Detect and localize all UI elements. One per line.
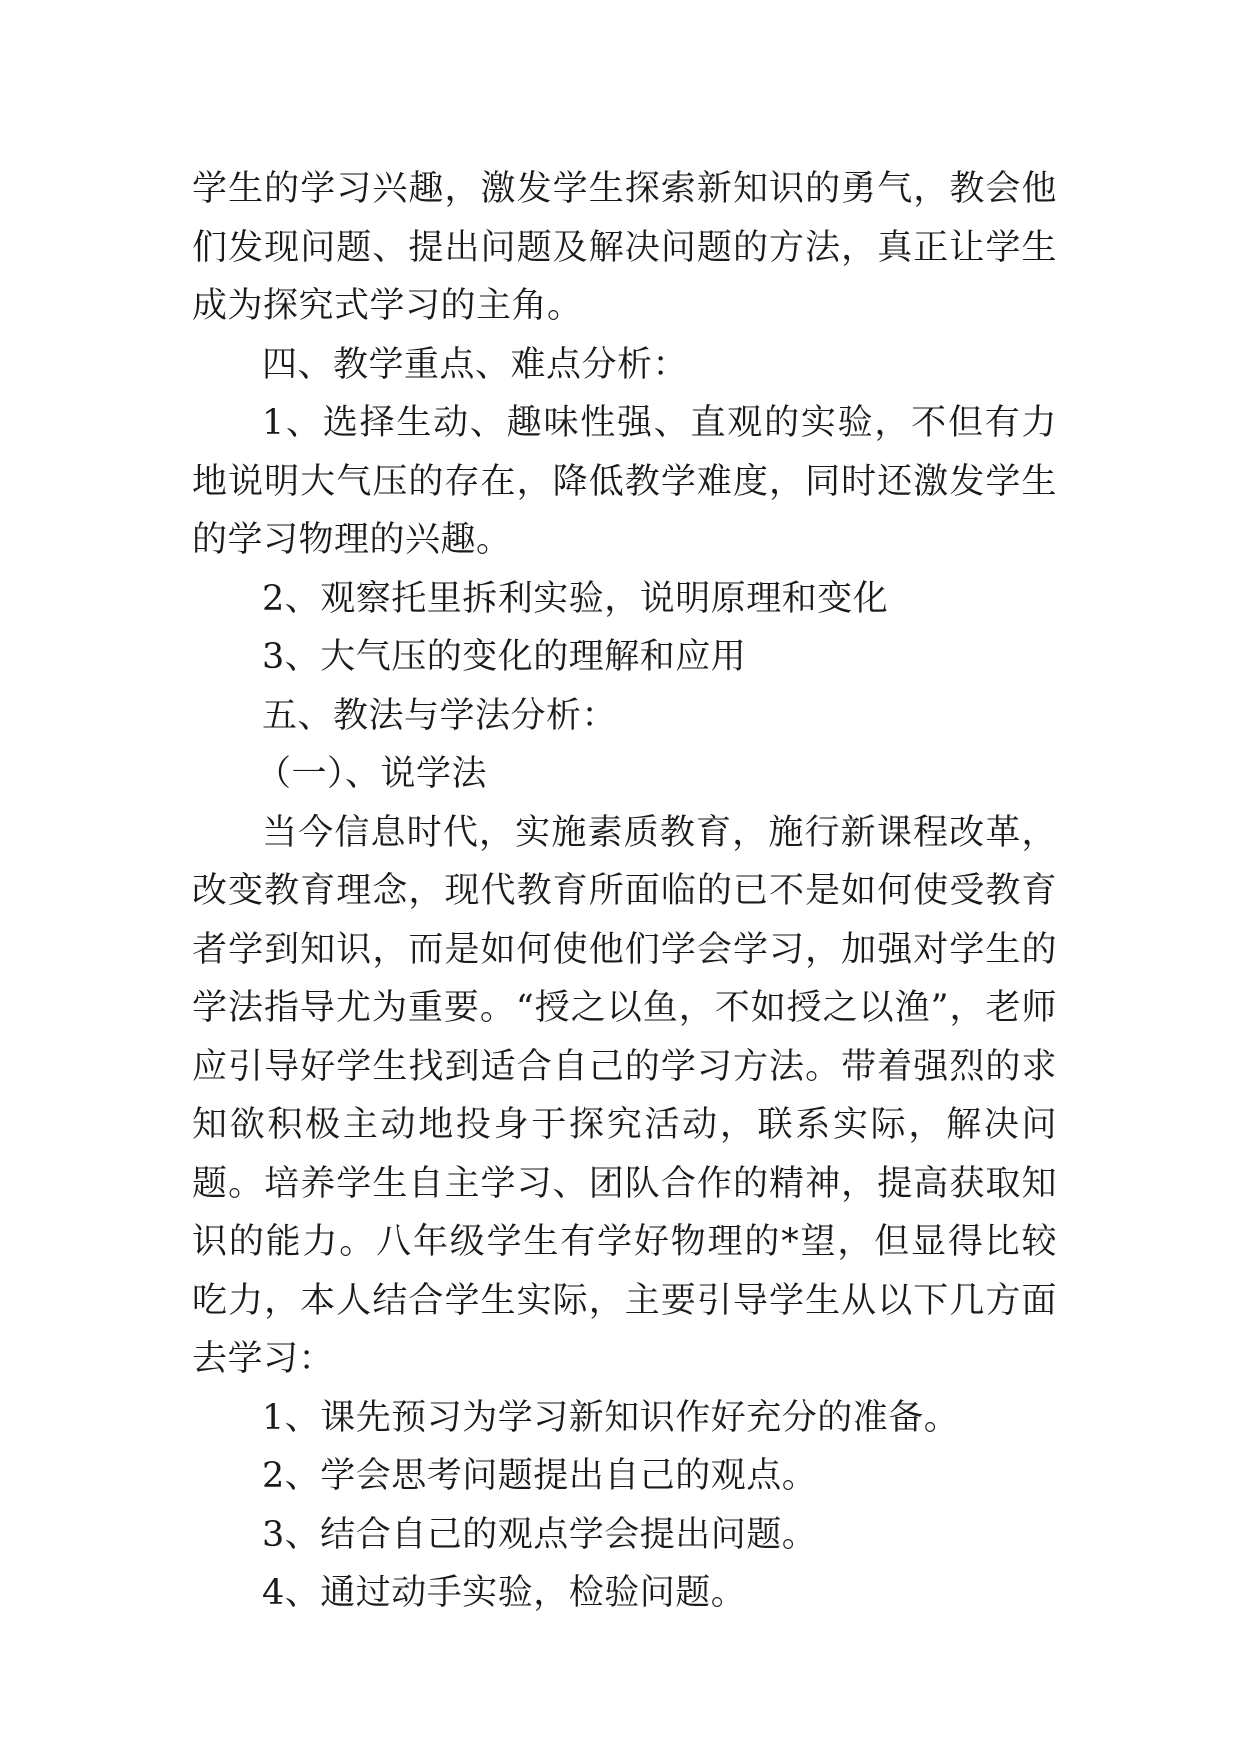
paragraph-learning-methods: 当今信息时代，实施素质教育，施行新课程改革，改变教育理念，现代教育所面临的已不是如何使受教育者学到知识，而是如何使他们学会学习，加强对学生的学法指导尤为重要。“授之以鱼，不如授之以渔”，老师应引导好学生找到适合自己的学习方法。带着强烈的求知欲积极主动地投身于探究活动，联系实际，解决问题。培养学生自主学习、团队合作的精神，提高获取知识的能力。八年级学生有学好物理的*望，但显得比较吃力，本人结合学生实际，主要引导学生从以下几方面去学习： — [192, 812, 1057, 1379]
subheading-learning-methods: （一）、说学法 — [256, 754, 488, 794]
paragraph-continuation: 学生的学习兴趣，激发学生探索新知识的勇气，教会他们发现问题、提出问题及解决问题的方法，真正让学生成为探究式学习的主角。 — [192, 169, 1057, 326]
list-item-3-pressure-change: 3、大气压的变化的理解和应用 — [262, 637, 747, 677]
list-item-questions: 3、结合自己的观点学会提出问题。 — [262, 1514, 818, 1555]
list-item-thinking: 2、学会思考问题提出自己的观点。 — [262, 1456, 818, 1496]
list-item-experiment: 4、通过动手实验，检验问题。 — [262, 1573, 747, 1613]
heading-key-difficult-points: 四、教学重点、难点分析： — [262, 344, 689, 385]
list-item-1-experiments: 1、选择生动、趣味性强、直观的实验，不但有力地说明大气压的存在，降低教学难度，同时还激发学生的学习物理的兴趣。 — [192, 403, 1057, 560]
list-item-preview: 1、课先预习为学习新知识作好充分的准备。 — [262, 1397, 960, 1438]
heading-teaching-methods: 五、教法与学法分析： — [262, 695, 618, 736]
document-body — [192, 160, 1057, 1623]
list-item-2-torricelli: 2、观察托里拆利实验，说明原理和变化 — [262, 578, 889, 619]
